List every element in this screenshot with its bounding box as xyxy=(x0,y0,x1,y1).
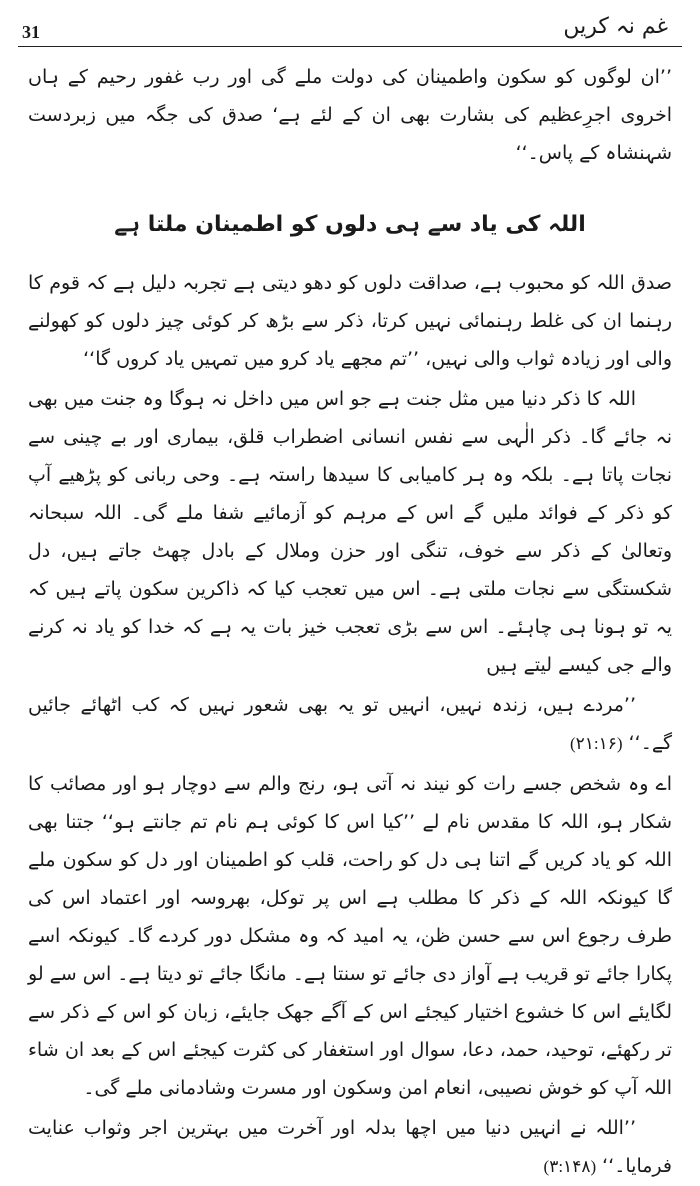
paragraph-sleepless: اے وہ شخص جسے رات کو نیند نہ آتی ہو، رنج والم سے دوچار ہو اور مصائب کا شکار ہو، اللہ کا مقدس نام لے ’’کیا اس کا کوئی ہم نام تم جانتے ہو‘‘ جتنا بھی اللہ کو یاد کریں گے اتنا ہی دل کو راحت، قلب کو اطمینان اور دل کو سکون ملے گا کیونکہ اللہ کے ذکر کا مطلب ہے اس پر توکل، بھروسہ اور اعتماد اس کی طرف رجوع اس سے حسن ظن، یہ امید کہ وہ مشکل دور کردے گا۔ کیونکہ اسے پکارا جائے تو قریب ہے آواز دی جائے تو سنتا ہے۔ مانگا جائے تو دیتا ہے۔ اس سے لو لگایئے اس کا خشوع اختیار کیجئے اس کے آگے جھک جایئے، زبان کو اس کے ذکر سے تر رکھئے، توحید، حمد، دعا، سوال اور استغفار کی کثرت کیجئے اس کے بعد ان شاء اللہ آپ کو خوش نصیبی، انعام امن وسکون اور مسرت وشادمانی ملے گی۔ xyxy=(28,773,672,1099)
quote-2-reference: (۳:۱۴۸) xyxy=(543,1157,597,1176)
quote-2-text: ’’اللہ نے انہیں دنیا میں اچھا بدلہ اور آخرت میں بہترین اجر وثواب عنایت فرمایا۔‘‘ xyxy=(28,1117,672,1177)
running-title: غم نہ کریں xyxy=(563,14,668,39)
paragraph-remembrance: اللہ کا ذکر دنیا میں مثل جنت ہے جو اس میں داخل نہ ہوگا وہ جنت میں بھی نہ جائے گا۔ ذکر الٰہی سے نفس انسانی اضطراب قلق، بیماری اور بے چینی سے نجات پاتا ہے۔ بلکہ وہ ہر کامیابی کا سیدھا راستہ ہے۔ وحی ربانی کو پڑھیے آپ کو ذکر کے فوائد ملیں گے اس کے مرہم کو آزمائیے شفا ملے گی۔ اللہ سبحانہ وتعالیٰ کے ذکر سے خوف، تنگی اور حزن وملال کے بادل چھٹ جاتے ہیں، دل شکستگی سے نجات ملتی ہے۔ اس میں تعجب کیا کہ ذاکرین سکون پاتے ہیں کہ یہ تو ہونا ہی چاہئے۔ اس سے بڑی تعجب خیز بات یہ ہے کہ خدا کو یاد نہ کرنے والے جی کیسے لیتے ہیں xyxy=(28,388,672,676)
section-heading: اللہ کی یاد سے ہی دلوں کو اطمینان ملتا ہے xyxy=(114,212,586,237)
page-body xyxy=(28,58,672,1177)
paragraph-truth: صدق اللہ کو محبوب ہے، صداقت دلوں کو دھو دیتی ہے تجربہ دلیل ہے کہ قوم کا رہنما ان کی غلط رہنمائی نہیں کرتا، ذکر سے بڑھ کر کوئی چیز دلوں کو کھولنے والی اور زیادہ ثواب والی نہیں، ’’تم مجھے یاد کرو میں تمہیں یاد کروں گا‘‘ xyxy=(28,272,672,370)
quote-1-reference: (۲۱:۱۶) xyxy=(569,734,623,753)
quranic-quote-1 xyxy=(28,686,672,763)
page-number: 31 xyxy=(22,22,40,42)
quranic-quote-2 xyxy=(28,1109,672,1186)
opening-paragraph: ’’ان لوگوں کو سکون واطمینان کی دولت ملے گی اور رب غفور رحیم کے ہاں اخروی اجرِعظیم کی بشارت بھی ان کے لئے ہے‘ صدق کی جگہ میں زبردست شہنشاہ کے پاس۔‘‘ xyxy=(28,66,672,164)
header-rule xyxy=(18,46,682,47)
quote-1-text: ’’مردے ہیں، زندہ نہیں، انہیں تو یہ بھی شعور نہیں کہ کب اٹھائے جائیں گے۔‘‘ xyxy=(28,694,672,754)
